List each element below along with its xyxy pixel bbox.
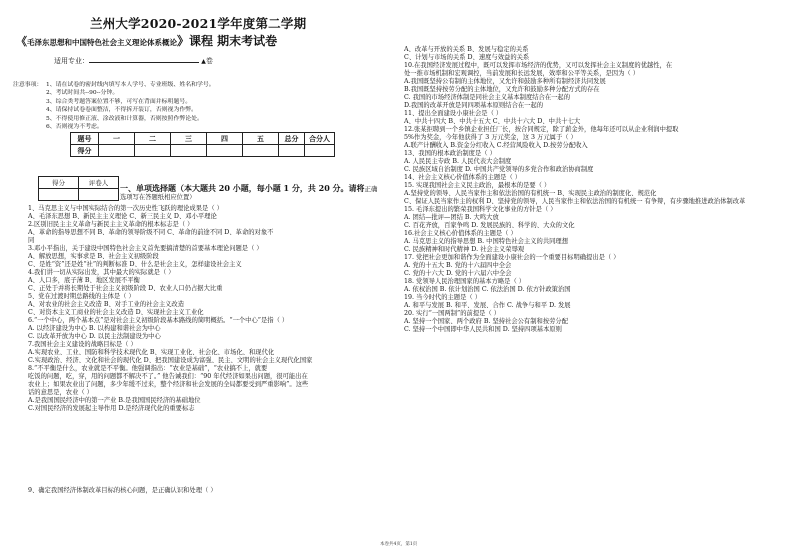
- question-line: C、保证人民当家作主的权利 D、坚持党的领导，人民当家作主和依法治国的有机统一 有争辩，有步骤地推进政治体制改革: [404, 198, 746, 205]
- score-cell[interactable]: [279, 145, 305, 157]
- question-line: C. 民族区域自治制度 D. 中国共产党领导的多党合作和政治协商制度: [404, 166, 594, 173]
- question-line: A.我国既坚持公有制的主体地位，又允许和鼓励多种所有制经济共同发展: [404, 78, 606, 85]
- question-block-left: [28, 205, 312, 413]
- scorer-score-label: 得分: [39, 177, 79, 189]
- question-line: B.我国既坚持按劳分配的主体地位，又允许和鼓励多种分配方式的存在: [404, 86, 600, 93]
- question-line: 20. 实行“一国两制”的前提是（ ）: [404, 310, 501, 317]
- question-line: 13、我国的根本政治制度是（ ）: [404, 150, 496, 157]
- exam-title-line2: [16, 32, 277, 49]
- question-line: 15. 毛泽东提出的繁荣我国科学文化事业的方针是（ ）: [404, 206, 557, 213]
- score-header-cell: 五: [243, 133, 279, 145]
- question-line: A. 坚持一个国家、两个政府 B. 坚持社会公有制和按劳分配: [404, 318, 569, 325]
- note-item: 6、否则视为不考虑。: [46, 124, 103, 131]
- applicable-blank[interactable]: [89, 56, 199, 63]
- question-line: 6.“一个中心，两个基本点”是对社会主义初级阶段基本路线的简明概括。“一个中心”是指（ ）: [28, 317, 289, 324]
- question-line: A、革命的指导思想不同 B、革命的领导阶级不同 C、革命的前途不同 D、革命的对象不: [28, 229, 274, 236]
- question-line: A、中共十四大 B、中共十五大 C、中共十六大 D、中共十七大: [404, 118, 581, 125]
- question-line: A、解放思想，实事求是 B、社会主义初级阶段: [28, 253, 159, 260]
- question-line: 16.社会主义核心价值体系的主题是（ ）: [404, 230, 517, 237]
- score-table: [70, 132, 335, 157]
- page-footer: 本卷共4页，第1页: [380, 542, 418, 547]
- question-line: C. 我国的市场经济体制是同社会主义基本制度结合在一起的: [404, 94, 571, 101]
- scorer-score-cell[interactable]: [39, 189, 79, 201]
- question-line: C、是姓“资”还是姓“社”的判断标准 D、什么是社会主义，怎样建设社会主义: [28, 261, 242, 268]
- section1-title-tail: 正确: [364, 185, 378, 193]
- question-line: 18. 党领导人民治理国家的基本方略是（ ）: [404, 278, 526, 285]
- scorer-box: [38, 176, 119, 201]
- question-line: 12.张某拒聘到一个乡镇企业担任厂长，按合同规定，除了薪金外，他每年还可以从企业利润中提取: [404, 126, 679, 133]
- question-line: 处一推市场机制和宏观调控，当前发展和长远发展，效率和公平等关系，是因为（ ）: [404, 70, 639, 77]
- question-line: 5%作为奖金，今年他获得了 3 万元奖金，这 3 万元属于（ ）: [404, 134, 577, 141]
- note-item: 4、请保持试卷卷面整洁，不得拆开装订，否则视为作弊。: [46, 107, 198, 114]
- question-line: A、对农业的社会主义改造 B、对手工业的社会主义改造: [28, 301, 185, 308]
- question-line: A、人口多，底子薄 B、地区发展不平衡: [28, 277, 140, 284]
- score-header-cell: 四: [207, 133, 243, 145]
- score-cell[interactable]: [243, 145, 279, 157]
- question-line: 7.我国社会主义建设的战略目标是（ ）: [28, 341, 137, 348]
- question-line: 吃饭的问题，吃，穿，用的问题都不解决不了。” 他告诫我们：“90 年代经济如果出问题，很可能出在: [28, 373, 308, 380]
- question-line: A. 以经济建设为中心 B. 以构建和谐社会为中心: [28, 325, 161, 332]
- course-name: 毛泽东思想和中国特色社会主义理论体系概论: [27, 38, 177, 47]
- score-table-header-row: [71, 133, 335, 145]
- question-line: 话的意思是，农业（ ）: [28, 389, 93, 396]
- question-line: D.我国的改革开放是同四项基本原则结合在一起的: [404, 102, 544, 109]
- question-line: C. 民族精神和时代精神 D. 社会主义荣辱观: [404, 246, 525, 253]
- question-line: 2.区别旧民主主义革命与新民主主义革命的根本标志是（ ）: [28, 221, 194, 228]
- question-line: 14、社会主义核心价值体系的主题是（ ）: [404, 174, 522, 181]
- question-line: C. 百花齐放，百家争鸣 D. 发展民族的、科学的、大众的文化: [404, 222, 575, 229]
- question-line: A. 依权治国 B. 依计划治国 C. 依法治国 D. 依方针政策治国: [404, 286, 571, 293]
- title-close-part: 》课程 期末考试卷: [177, 34, 278, 48]
- question-line: A、毛泽东思想 B、新民主主义理论 C、新三民主义 D、邓小平理论: [28, 213, 217, 220]
- scorer-reviewer-label: 评卷人: [79, 177, 119, 189]
- note-item: 2、考试时间共--90--分钟。: [46, 90, 119, 97]
- score-header-cell: 二: [135, 133, 171, 145]
- question-line: A.联产计酬收入 B.资金分红收入 C.经营风险收入 D.按劳分配收入: [404, 142, 588, 149]
- score-cell[interactable]: [171, 145, 207, 157]
- question-line: A.坚持党的领导、人民当家作主和依法治国的有机统一 B、实现民主政治的制度化、规范化: [404, 190, 657, 197]
- notes-list: [46, 81, 215, 131]
- question-line: 15. 实现我国社会主义民主政治，最根本的是要（ ）: [404, 182, 551, 189]
- scorer-reviewer-cell[interactable]: [79, 189, 119, 201]
- notes-label: 注意事项：: [13, 82, 43, 88]
- question-line: 19. 当今时代的主题是（ ）: [404, 294, 481, 301]
- question-line: C. 以改革开放为中心 D. 以民主法制建设为中心: [28, 333, 161, 340]
- question-line: 11、提出全面建设小康社会是（ ）: [404, 110, 503, 117]
- title-open-bracket: 《: [16, 35, 27, 48]
- note-item: 5、不得使用修正液、涂改液和计算器，否则按照作弊论处。: [46, 115, 203, 122]
- score-table-row: [71, 145, 335, 157]
- question-line: C、正处于并将长期处于社会主义初级阶段 D、农业人口仍占据大比重: [28, 285, 223, 292]
- question-line: C. 坚持一个中国即中华人民共和国 D. 坚持四项基本原则: [404, 326, 562, 333]
- exam-title-line1: 兰州大学2020-2021学年度第二学期: [90, 16, 307, 31]
- question-line: A. 马克思主义的指导思想 B. 中国特色社会主义的共同理想: [404, 238, 569, 245]
- score-header-cell: 一: [99, 133, 135, 145]
- section1-title-text: 一、单项选择题（本大题共 20 小题，每小题 1 分，共 20 分。请将: [120, 183, 365, 193]
- applicable-label: 适用专业：: [54, 57, 89, 65]
- score-header-cell: 总分: [279, 133, 305, 145]
- question-line: A.实现农业、工业、国防和科学技术现代化 B、实现工业化、社会化、市场化、和现代化: [28, 349, 275, 356]
- score-header-cell: 合分人: [305, 133, 335, 145]
- question-line: C.对国民经济的发展起主导作用 D.是经济现代化的重要标志: [28, 405, 195, 412]
- score-header-cell: 题号: [71, 133, 99, 145]
- question-line: A、改革与开放的关系 B、发展与稳定的关系: [404, 46, 529, 53]
- paper-type-marker: ▲: [201, 58, 206, 65]
- section1-title: [120, 183, 378, 194]
- question-line: 9、确定我国经济体制改革目标的核心问题，是正确认识和处理（ ）: [28, 487, 217, 494]
- score-cell[interactable]: [135, 145, 171, 157]
- section1-subtitle: 选项写在答题纸相应位置）: [120, 194, 196, 201]
- score-row-label: 得分: [71, 145, 99, 157]
- question-line: C. 党的十六大 D. 党的十六届六中全会: [404, 270, 512, 277]
- score-header-cell: 三: [171, 133, 207, 145]
- question-line: 1、马克思主义与中国实际结合的第一次历史性飞跃的理论成果是（ ）: [28, 205, 223, 212]
- question-line: A. 和平与发展 B. 和平、发展、合作 C. 战争与和平 D. 发展: [404, 302, 571, 309]
- note-item: 1、请在试卷的密封线内填写本人学号、专业班级、姓名和学号。: [46, 82, 215, 88]
- question-line: 10.在我国经济发展过程中，既可以发挥市场经济的优势，又可以发挥社会主义制度的优越性，在: [404, 62, 673, 69]
- question-line: 5、党在过渡时期总路线的主体是（ ）: [28, 293, 135, 300]
- question-line: 农业上；如果农业出了问题，多少年缓不过来，整个经济和社会发展的全局都要受到严重影响”。这些: [28, 381, 309, 388]
- note-item: 3、综合类考题答案位置不够，可写在背面并标明题号。: [46, 98, 192, 105]
- question-line: A. 团结—批评—团结 B. 大鸣大放: [404, 214, 499, 221]
- applicable-major: [54, 56, 213, 66]
- question-line: 4.我们讲一切从实际出发，其中最大的实际就是（ ）: [28, 269, 175, 276]
- question-line: C.实现政治、经济、文化和社会的现代化 D、把我国建设成为富强、民主、文明的社会主义现代化国家: [28, 357, 313, 364]
- score-cell[interactable]: [207, 145, 243, 157]
- question-line: A. 党的十五大 B. 党的十六届四中全会: [404, 262, 512, 269]
- score-cell[interactable]: [99, 145, 135, 157]
- question-block-right: [404, 46, 786, 334]
- question-line: A. 人民民主专政 B. 人民代表大会制度: [404, 158, 512, 165]
- question-line: 3.邓小平指出，关于建设中国特色社会主义首先要搞清楚的首要基本理论问题是（ ）: [28, 245, 263, 252]
- paper-label: 卷: [205, 57, 213, 65]
- question-line: 8.“不平衡是什么，农业就是不平衡。他强调指出：“农业是基础”，“农业搞不上，就要: [28, 365, 268, 372]
- question-line: A.是我国国民经济中的第一产业 B.是我国国民经济的基础地位: [28, 397, 201, 404]
- question-line: C、对资本主义工商业的社会主义改造 D、实现社会主义工业化: [28, 309, 204, 316]
- question-line: C、计划与市场的关系 D、速度与效益的关系: [404, 54, 530, 61]
- score-cell[interactable]: [305, 145, 335, 157]
- question-line: 17. 党把社会更加和谐作为全面建设小康社会的一个重要目标明确提出是（ ）: [404, 254, 620, 261]
- question-line: 同: [28, 237, 35, 244]
